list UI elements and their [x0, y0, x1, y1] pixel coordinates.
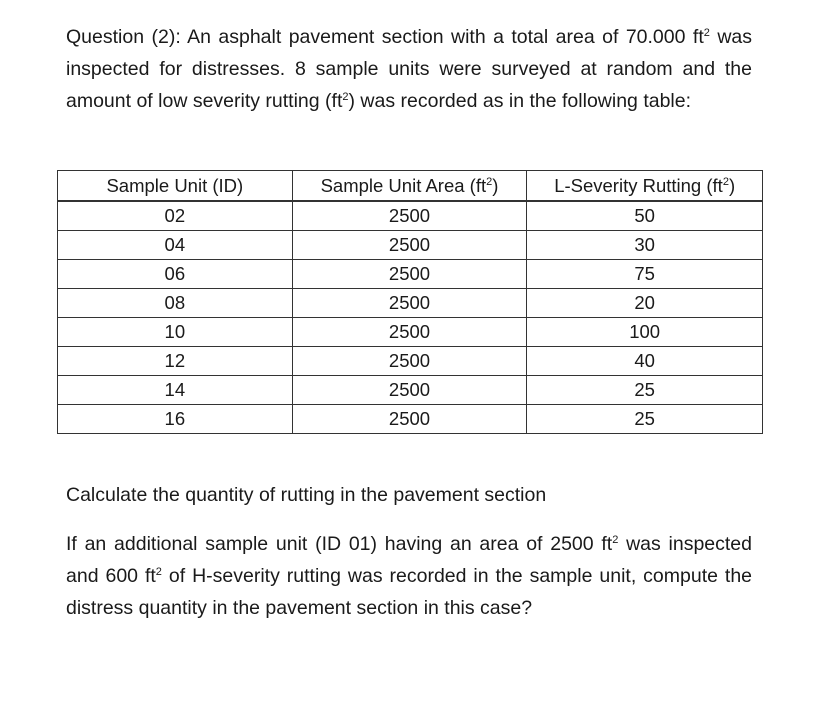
cell-area: 2500 — [292, 376, 527, 405]
table-row — [58, 405, 763, 434]
task-2-text: If an additional sample unit (ID 01) having an area of 2500 $ft^2$ was inspected and 600 $ft^2$ of H-severity rutting was recorded in the sample unit, compute the distress quantity in the pavement section in this case? — [66, 533, 753, 619]
superscript-2: 2 — [612, 534, 619, 546]
cell-rutting: 25 — [527, 376, 763, 405]
superscript-2: 2 — [703, 27, 710, 39]
table-row — [58, 347, 763, 376]
cell-area: 2500 — [292, 347, 527, 376]
cell-sample-id: 02 — [58, 201, 293, 231]
intro-text-1: An asphalt pavement section with a total area of 70.000 ft — [187, 26, 704, 48]
cell-rutting: 50 — [527, 201, 763, 231]
cell-area: 2500 — [292, 231, 527, 260]
table-row — [58, 231, 763, 260]
cell-sample-id: 06 — [58, 260, 293, 289]
cell-area: 2500 — [292, 201, 527, 231]
table-row — [58, 318, 763, 347]
table-row — [58, 260, 763, 289]
intro-text-2: was inspected for distresses. 8 sample units were surveyed at random and the amount of low severity rutting (ft — [66, 26, 752, 112]
cell-sample-id: 04 — [58, 231, 293, 260]
table-header-row — [58, 171, 763, 202]
cell-sample-id: 14 — [58, 376, 293, 405]
cell-rutting: 75 — [527, 260, 763, 289]
cell-rutting: 30 — [527, 231, 763, 260]
table-row — [58, 289, 763, 318]
cell-sample-id: 16 — [58, 405, 293, 434]
cell-rutting: 20 — [527, 289, 763, 318]
header-sample-unit-area: Sample Unit Area $(ft^2)$ — [292, 171, 527, 202]
table-row — [58, 201, 763, 231]
question-intro — [66, 21, 752, 117]
superscript-2: 2 — [155, 566, 162, 578]
cell-area: 2500 — [292, 405, 527, 434]
header-sample-unit-id: Sample Unit (ID) — [58, 171, 293, 202]
cell-rutting: 40 — [527, 347, 763, 376]
question-heading: Question (2): — [66, 26, 181, 48]
table-row — [58, 376, 763, 405]
cell-area: 2500 — [292, 289, 527, 318]
superscript-2: 2 — [342, 91, 349, 103]
cell-area: 2500 — [292, 318, 527, 347]
header-l-severity-rutting: L-Severity Rutting $(ft^2)$ — [527, 171, 763, 202]
cell-sample-id: 08 — [58, 289, 293, 318]
rutting-table — [57, 170, 763, 434]
cell-rutting: 100 — [527, 318, 763, 347]
cell-sample-id: 12 — [58, 347, 293, 376]
task-1-text: Calculate the quantity of rutting in the pavement section — [66, 484, 547, 506]
cell-sample-id: 10 — [58, 318, 293, 347]
cell-area: 2500 — [292, 260, 527, 289]
cell-rutting: 25 — [527, 405, 763, 434]
intro-text-3: ) was recorded as in the following table: — [348, 90, 692, 112]
